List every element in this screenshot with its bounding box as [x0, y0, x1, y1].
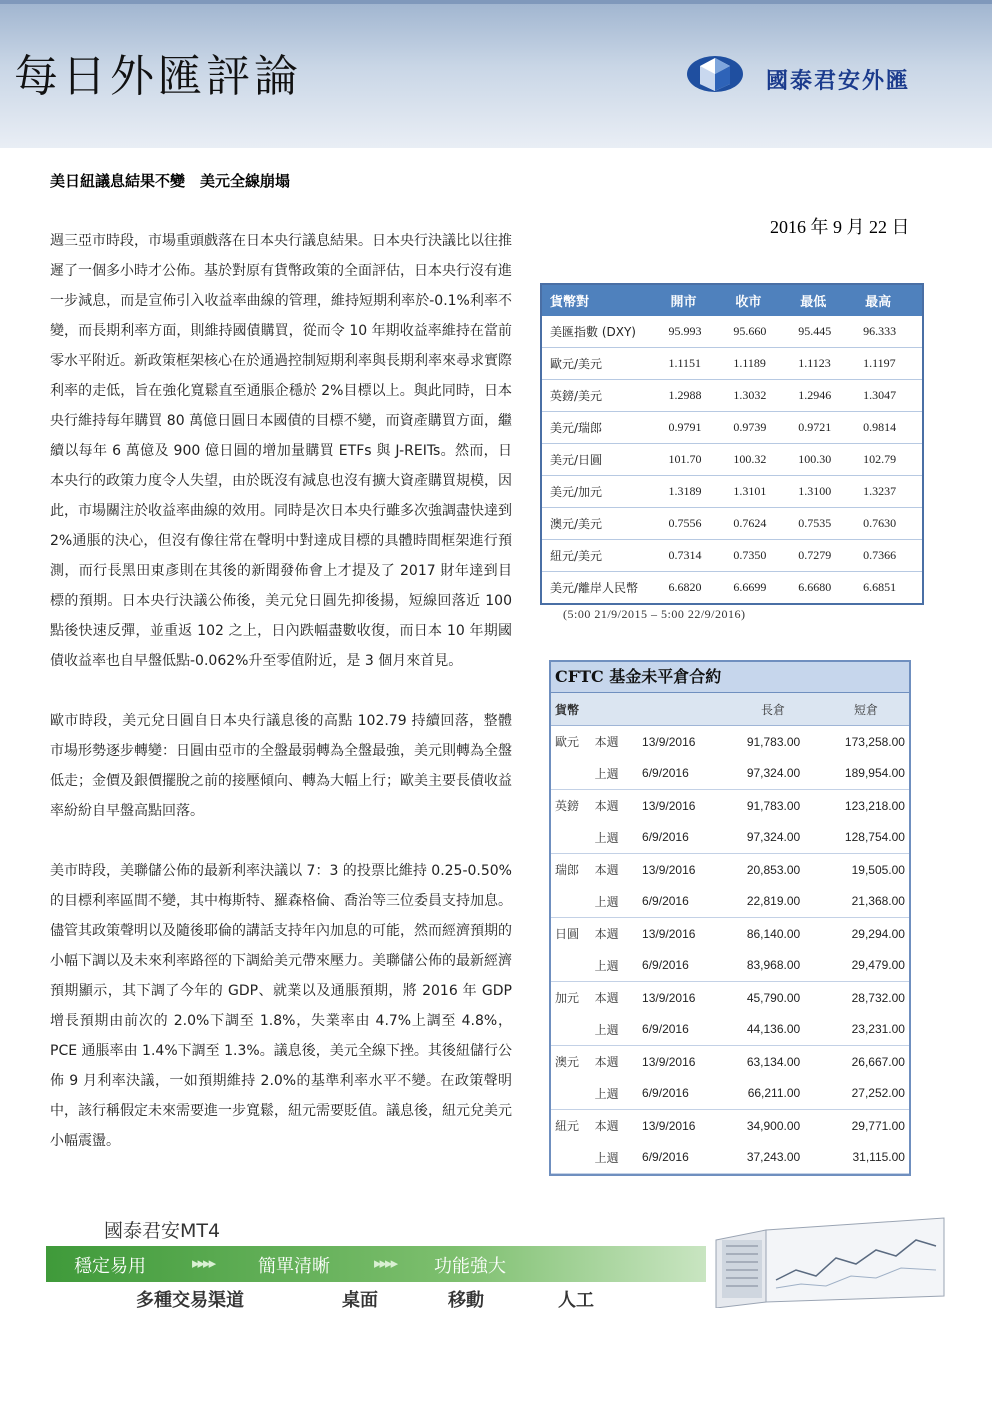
cftc-row	[551, 822, 909, 854]
banner-slogan-2: 簡單清晰	[258, 1256, 330, 1277]
monitor-chart-icon	[706, 1210, 946, 1308]
cftc-cell-currency: 加元	[555, 991, 580, 1006]
banner-slogan-3: 功能強大	[434, 1256, 506, 1277]
cftc-row	[551, 854, 909, 886]
cftc-currency-group	[551, 726, 909, 790]
brand-name: 國泰君安外匯	[766, 69, 911, 94]
rates-cell-open: 101.70	[662, 444, 727, 476]
cftc-cell-long: 91,783.00	[746, 798, 801, 813]
cftc-cell-week: 上週	[594, 1086, 619, 1101]
rates-cell-pair: 美元/瑞郎	[541, 412, 662, 444]
rates-cell-open: 95.993	[662, 316, 727, 348]
cftc-row	[551, 918, 909, 950]
cftc-cell-date: 13/9/2016	[642, 1118, 696, 1133]
cftc-row	[551, 950, 909, 982]
cftc-cell-short: 123,218.00	[844, 798, 905, 813]
banner-channel-1: 多種交易渠道	[136, 1290, 244, 1311]
cftc-cell-short: 29,479.00	[851, 958, 905, 973]
rates-cell-low: 1.1123	[792, 348, 857, 380]
col-pair: 貨幣對	[541, 284, 662, 316]
cftc-cell-week: 本週	[594, 991, 619, 1006]
cftc-cell-week: 本週	[594, 1055, 619, 1070]
cftc-cell-short: 128,754.00	[844, 830, 905, 845]
cftc-cell-week: 本週	[594, 1119, 619, 1134]
rates-cell-close: 0.7624	[727, 508, 792, 540]
cftc-cell-long: 97,324.00	[746, 830, 801, 845]
cftc-cell-week: 本週	[594, 927, 619, 942]
cftc-row	[551, 758, 909, 790]
rates-cell-high: 1.3047	[857, 380, 923, 412]
banner-channel-3: 移動	[448, 1290, 484, 1311]
cftc-currency-group	[551, 918, 909, 982]
rates-cell-high: 0.7630	[857, 508, 923, 540]
cftc-cell-short: 189,954.00	[844, 766, 905, 781]
paragraph-europe-session: 歐市時段，美元兌日圓自日本央行議息後的高點 102.79 持續回落，整體市場形勢逐步轉變：日圓由亞市的全盤最弱轉為全盤最強，美元則轉為全盤低走；金價及銀價擺脫之前的接壓傾向、轉為大幅上行；歐美主要長債收益率紛紛自早盤高點回落。	[50, 713, 512, 819]
cftc-currency-group	[551, 1046, 909, 1110]
rates-cell-open: 0.7556	[662, 508, 727, 540]
col-open: 開市	[662, 284, 727, 316]
rates-cell-high: 6.6851	[863, 580, 897, 594]
masthead	[0, 0, 992, 148]
cftc-cell-long: 66,211.00	[747, 1086, 801, 1101]
cftc-cell-long: 63,134.00	[746, 1054, 801, 1069]
rates-cell-pair: 美匯指數 (DXY)	[541, 316, 662, 348]
rates-row	[541, 572, 923, 605]
rates-cell-close: 0.7350	[727, 540, 792, 572]
cftc-cell-long: 20,853.00	[746, 862, 801, 877]
fx-rates-table	[540, 283, 924, 605]
cftc-col-currency: 貨幣	[555, 702, 580, 717]
rates-row	[541, 444, 923, 476]
rates-cell-low: 6.6680	[798, 580, 832, 594]
rates-cell-open: 1.3189	[662, 476, 727, 508]
cftc-row	[551, 790, 909, 822]
cftc-cell-long: 34,900.00	[746, 1118, 801, 1133]
rates-row	[541, 348, 923, 380]
arrow-right-icon: ▸▸▸▸	[374, 1254, 397, 1272]
rates-row	[541, 412, 923, 444]
cftc-cell-week: 上週	[594, 894, 619, 909]
cftc-cell-week: 上週	[594, 1022, 619, 1037]
rates-cell-high: 96.333	[857, 316, 923, 348]
rates-header-row	[541, 284, 923, 316]
cftc-cell-long: 86,140.00	[746, 926, 801, 941]
rates-cell-close: 0.9739	[727, 412, 792, 444]
gtja-logo-icon	[686, 54, 744, 94]
rates-cell-high: 1.3237	[857, 476, 923, 508]
cftc-cell-date: 6/9/2016	[642, 1086, 689, 1101]
cftc-cell-date: 13/9/2016	[642, 862, 696, 877]
cftc-cell-short: 173,258.00	[844, 734, 905, 749]
banner-slogan-1: 穩定易用	[74, 1256, 146, 1277]
article-body	[50, 226, 512, 1186]
cftc-cell-short: 21,368.00	[851, 894, 905, 909]
rates-cell-low: 95.445	[792, 316, 857, 348]
cftc-cell-date: 13/9/2016	[642, 1054, 696, 1069]
cftc-currency-group	[551, 854, 909, 918]
rates-row	[541, 540, 923, 572]
cftc-cell-short: 19,505.00	[851, 862, 905, 877]
rates-cell-low: 100.30	[792, 444, 857, 476]
rates-cell-low: 1.3100	[792, 476, 857, 508]
rates-cell-open: 0.9791	[662, 412, 727, 444]
cftc-table	[549, 660, 911, 1176]
cftc-cell-date: 13/9/2016	[642, 926, 696, 941]
cftc-row	[551, 1014, 909, 1046]
rates-cell-open: 1.2988	[662, 380, 727, 412]
cftc-cell-date: 6/9/2016	[642, 830, 689, 845]
cftc-header-row	[551, 693, 909, 726]
rates-cell-pair: 澳元/美元	[541, 508, 662, 540]
rates-cell-low: 0.7279	[792, 540, 857, 572]
cftc-row	[551, 1078, 909, 1110]
cftc-row	[551, 886, 909, 918]
cftc-cell-long: 97,324.00	[746, 766, 801, 781]
rates-cell-high: 102.79	[857, 444, 923, 476]
cftc-cell-long: 37,243.00	[746, 1150, 801, 1165]
cftc-cell-date: 6/9/2016	[642, 1022, 689, 1037]
rates-cell-high: 0.7366	[857, 540, 923, 572]
cftc-cell-short: 28,732.00	[851, 990, 905, 1005]
cftc-cell-week: 上週	[594, 1150, 619, 1165]
rates-cell-close: 1.1189	[727, 348, 792, 380]
cftc-row	[551, 1110, 909, 1142]
rates-cell-high: 0.9814	[857, 412, 923, 444]
cftc-cell-currency: 日圓	[555, 927, 580, 942]
col-low: 最低	[792, 284, 857, 316]
rates-row	[541, 508, 923, 540]
rates-time-range: (5:00 21/9/2015 – 5:00 22/9/2016)	[563, 607, 746, 621]
rates-cell-pair: 紐元/美元	[541, 540, 662, 572]
report-date: 2016 年 9 月 22 日	[770, 217, 910, 237]
cftc-cell-date: 13/9/2016	[642, 990, 696, 1005]
rates-row	[541, 380, 923, 412]
cftc-row	[551, 982, 909, 1014]
rates-row	[541, 316, 923, 348]
cftc-cell-currency: 瑞郎	[555, 863, 580, 878]
cftc-col-short: 短倉	[853, 702, 878, 717]
cftc-title: CFTC 基金未平倉合約	[551, 662, 909, 693]
mt4-banner[interactable]	[46, 1206, 946, 1310]
cftc-cell-week: 本週	[594, 863, 619, 878]
rates-cell-pair: 歐元/美元	[541, 348, 662, 380]
cftc-row	[551, 1142, 909, 1174]
rates-cell-low: 0.9721	[792, 412, 857, 444]
rates-cell-pair: 美元/加元	[541, 476, 662, 508]
rates-cell-close: 1.3101	[727, 476, 792, 508]
rates-cell-open: 0.7314	[662, 540, 727, 572]
cftc-cell-short: 27,252.00	[851, 1086, 905, 1101]
cftc-cell-date: 6/9/2016	[642, 894, 689, 909]
rates-cell-close: 1.3032	[727, 380, 792, 412]
banner-brand: 國泰君安MT4	[104, 1220, 221, 1242]
cftc-cell-long: 45,790.00	[746, 990, 801, 1005]
cftc-cell-date: 6/9/2016	[642, 1150, 689, 1165]
cftc-cell-short: 29,294.00	[851, 926, 905, 941]
rates-cell-high: 1.1197	[857, 348, 923, 380]
masthead-title: 每日外匯評論	[14, 51, 302, 102]
article-headline: 美日紐議息結果不變 美元全線崩塌	[50, 172, 291, 190]
cftc-cell-currency: 紐元	[555, 1119, 580, 1134]
cftc-cell-date: 6/9/2016	[642, 766, 689, 781]
rates-cell-open: 1.1151	[662, 348, 727, 380]
cftc-cell-date: 13/9/2016	[642, 798, 696, 813]
cftc-cell-long: 91,783.00	[746, 734, 801, 749]
cftc-currency-group	[551, 982, 909, 1046]
cftc-cell-short: 26,667.00	[851, 1054, 905, 1069]
cftc-cell-long: 83,968.00	[746, 958, 801, 973]
rates-cell-close: 6.6699	[733, 580, 767, 594]
cftc-cell-week: 上週	[594, 766, 619, 781]
cftc-currency-group	[551, 1110, 909, 1174]
cftc-row	[551, 1046, 909, 1078]
cftc-cell-currency: 英鎊	[555, 799, 580, 814]
cftc-cell-long: 22,819.00	[746, 894, 801, 909]
col-high: 最高	[857, 284, 923, 316]
rates-cell-low: 0.7535	[792, 508, 857, 540]
cftc-cell-week: 本週	[594, 799, 619, 814]
banner-channel-2: 桌面	[342, 1290, 378, 1311]
cftc-cell-week: 上週	[594, 830, 619, 845]
rates-cell-pair: 英鎊/美元	[541, 380, 662, 412]
cftc-cell-currency: 澳元	[555, 1055, 580, 1070]
cftc-cell-short: 31,115.00	[852, 1150, 905, 1165]
banner-channel-4: 人工	[558, 1290, 594, 1311]
rates-cell-close: 100.32	[727, 444, 792, 476]
masthead-top-rule	[0, 0, 992, 4]
cftc-cell-short: 23,231.00	[851, 1022, 905, 1037]
cftc-cell-long: 44,136.00	[746, 1022, 801, 1037]
cftc-cell-short: 29,771.00	[851, 1118, 905, 1133]
rates-cell-pair: 美元/離岸人民幣	[550, 581, 639, 595]
cftc-cell-currency: 歐元	[555, 735, 580, 750]
cftc-cell-week: 本週	[594, 735, 619, 750]
cftc-col-long: 長倉	[760, 702, 785, 717]
arrow-right-icon: ▸▸▸▸	[192, 1254, 215, 1272]
cftc-cell-date: 13/9/2016	[642, 734, 696, 749]
cftc-cell-week: 上週	[594, 958, 619, 973]
paragraph-us-session: 美市時段，美聯儲公佈的最新利率決議以 7：3 的投票比維持 0.25-0.50%的目標利率區間不變，其中梅斯特、羅森格倫、喬治等三位委員支持加息。儘管其政策聲明以及隨後耶倫的講話支持年內加息的可能，然而經濟預期的小幅下調以及未來利率路徑的下調給美元帶來壓力。美聯儲公佈的最新經濟預期顯示，其下調了今年的 GDP、就業以及通脹預期，將 2016 年 GDP 增長預期由前次的 2.0%下調至 1.8%，失業率由 4.7%上調至 4.8%，PCE 通脹率由 1.4%下調至 1.3%。議息後，美元全線下挫。其後紐儲行公佈 9 月利率決議，一如預期維持 2.0%的基準利率水平不變。在政策聲明中，該行稱假定未來需要進一步寬鬆，紐元需要貶值。議息後，紐元兌美元小幅震盪。	[50, 863, 512, 1149]
col-close: 收市	[727, 284, 792, 316]
cftc-row	[551, 726, 909, 758]
rates-cell-low: 1.2946	[792, 380, 857, 412]
cftc-cell-date: 6/9/2016	[642, 958, 689, 973]
paragraph-asia-session: 週三亞市時段，市場重頭戲落在日本央行議息結果。日本央行決議比以往推遲了一個多小時才公佈。基於對原有貨幣政策的全面評估，日本央行沒有進一步減息，而是宣佈引入收益率曲線的管理，維持短期利率於-0.1%利率不變，而長期利率方面，則維持國債購買，從而令 10 年期收益率維持在當前零水平附近。新政策框架核心在於通過控制短期利率與長期利率來尋求實際利率的走低，旨在強化寬鬆直至通脹企穩於 2%目標以上。與此同時，日本央行維持每年購買 80 萬億日圓日本國債的目標不變，而資產購買方面，繼續以每年 6 萬億及 900 億日圓的增加量購買 ETFs 與 J-REITs。然而，日本央行的政策力度令人失望，由於既沒有減息也沒有擴大資產購買規模，因此，市場關注於收益率曲線的效用。同時是次日本央行雖多次強調盡快達到 2%通脹的決心，但沒有像往常在聲明中對達成目標的具體時間框架進行預測，而行長黑田東彥則在其後的新聞發佈會上才提及了 2017 財年達到目標的預期。日本央行決議公佈後，美元兌日圓先抑後揚，短線回落近 100 點後快速反彈，並重返 102 之上，日內跌幅盡數收復，而日本 10 年期國債收益率也自早盤低點-0.062%升至零值附近，是 3 個月來首見。	[50, 233, 512, 669]
rates-cell-pair: 美元/日圓	[541, 444, 662, 476]
rates-cell-close: 95.660	[727, 316, 792, 348]
rates-cell-open: 6.6820	[668, 580, 702, 594]
rates-row	[541, 476, 923, 508]
cftc-currency-group	[551, 790, 909, 854]
